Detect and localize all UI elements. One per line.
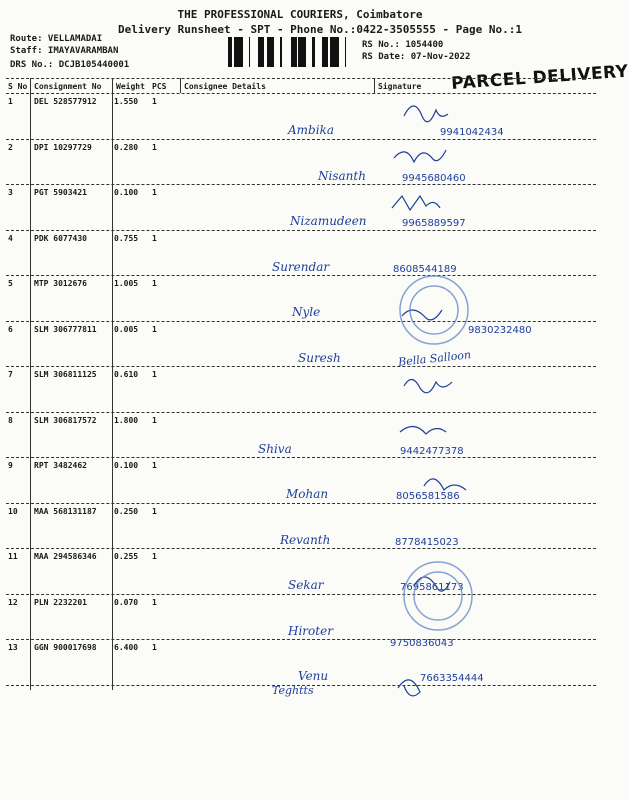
barcode-bar — [336, 37, 339, 67]
row-consignment-no: MTP 3012676 — [34, 279, 87, 288]
col-weight: Weight — [116, 82, 145, 91]
row-weight: 0.100 — [114, 188, 139, 197]
barcode-bar — [238, 37, 240, 67]
row-weight: 0.280 — [114, 142, 139, 152]
barcode-bar — [262, 37, 264, 67]
row-phone: 9830232480 — [468, 324, 532, 336]
row-consignment-no: DPI 10297729 — [34, 142, 92, 152]
document-subtitle: Delivery Runsheet - SPT - Phone No.:0422-3505555 - Page No.:1 — [118, 23, 522, 36]
row-phone: 9945680460 — [402, 172, 466, 184]
handwritten-note: Bella Salloon — [397, 348, 472, 369]
row-weight: 1.800 — [114, 415, 139, 425]
row-weight: 1.550 — [114, 97, 139, 106]
col-divider — [374, 78, 375, 93]
row-consignee-name: Nyle — [292, 305, 321, 319]
row-weight: 0.610 — [114, 370, 139, 379]
barcode-bar — [234, 37, 237, 67]
col-consignment: Consignment No — [34, 82, 102, 91]
col-divider — [180, 78, 181, 93]
seal-stamp — [410, 286, 458, 334]
barcode-bar — [334, 37, 336, 67]
barcode-bar — [261, 37, 262, 67]
row-consignee-name: Mohan — [286, 487, 329, 501]
barcode-bar — [304, 37, 306, 67]
row-pcs: 1 — [152, 142, 157, 152]
row-phone: 8778415023 — [395, 536, 459, 548]
signature-scribbles — [374, 96, 596, 696]
barcode-bar — [237, 37, 238, 67]
row-consignee-name: Ambika — [288, 123, 334, 137]
row-consignment-no: MAA 294586346 — [34, 552, 97, 561]
row-sno: 10 — [8, 506, 18, 516]
row-sno: 6 — [8, 324, 13, 334]
row-pcs: 1 — [152, 233, 157, 243]
row-consignment-no: PDK 6077430 — [34, 233, 87, 243]
row-consignment-no: SLM 306811125 — [34, 370, 97, 379]
document-title: THE PROFESSIONAL COURIERS, Coimbatore — [177, 8, 423, 21]
barcode-bar — [327, 37, 328, 67]
row-weight: 0.755 — [114, 233, 139, 243]
barcode-bar — [291, 37, 292, 67]
col-divider — [30, 78, 31, 690]
row-consignment-no: SLM 306817572 — [34, 415, 97, 425]
barcode-bar — [300, 37, 303, 67]
rs-date: RS Date: 07-Nov-2022 — [362, 52, 471, 62]
barcode-bar — [258, 37, 261, 67]
row-pcs: 1 — [152, 552, 157, 561]
row-pcs: 1 — [152, 370, 157, 379]
barcode-bar — [333, 37, 334, 67]
header-bottom-rule — [6, 93, 596, 94]
barcode-bar — [270, 37, 273, 67]
row-consignee-name: Suresh — [298, 350, 341, 365]
row-consignee-name: Revanth — [280, 532, 331, 547]
row-pcs: 1 — [152, 506, 157, 516]
row-consignee-name: Nisanth — [318, 168, 366, 183]
barcode-bar — [345, 37, 346, 67]
row-pcs: 1 — [152, 324, 157, 334]
staff-label: Staff: IMAYAVARAMBAN — [10, 46, 119, 56]
header-top-rule — [6, 78, 596, 79]
row-pcs: 1 — [152, 415, 157, 425]
row-pcs: 1 — [152, 188, 157, 197]
signature-mark — [402, 310, 442, 320]
row-sno: 7 — [8, 370, 13, 379]
barcode-bar — [294, 37, 297, 67]
row-phone: 7663354444 — [420, 673, 484, 684]
row-phone: 9941042434 — [440, 127, 504, 138]
signature-mark — [404, 106, 448, 122]
col-consignee: Consignee Details — [184, 82, 266, 91]
barcode-icon — [228, 37, 356, 67]
row-pcs: 1 — [152, 643, 157, 652]
row-consignee-name: Venu — [298, 669, 329, 683]
row-weight: 1.005 — [114, 279, 139, 288]
barcode-bar — [292, 37, 294, 67]
row-consignment-no: SLM 306777811 — [34, 324, 97, 334]
row-phone: 8056581586 — [396, 491, 460, 502]
barcode-bar — [303, 37, 304, 67]
row-consignment-no: GGN 900017698 — [34, 643, 97, 652]
row-consignment-no: PGT 5903421 — [34, 188, 87, 197]
signature-mark — [400, 426, 446, 434]
signature-mark — [398, 680, 420, 696]
signature-mark — [424, 479, 466, 490]
col-sno: S No — [8, 82, 28, 91]
signature-mark — [392, 196, 440, 210]
col-signature: Signature — [378, 82, 422, 91]
signature-mark — [414, 577, 450, 591]
handwritten-phone: 9750836043 — [390, 638, 454, 649]
row-sno: 8 — [8, 415, 13, 425]
row-pcs: 1 — [152, 97, 157, 106]
barcode-bar — [324, 37, 327, 67]
row-sno: 1 — [8, 97, 13, 106]
row-phone: 7695861173 — [400, 582, 464, 593]
row-consignment-no: MAA 568131187 — [34, 506, 97, 516]
barcode-bar — [280, 37, 282, 67]
col-pcs: PCS — [152, 82, 167, 91]
row-sno: 12 — [8, 597, 18, 607]
barcode-bar — [322, 37, 324, 67]
row-weight: 0.255 — [114, 552, 139, 561]
seal-stamp — [414, 572, 462, 620]
drs-number: DRS No.: DCJB105440001 — [10, 60, 130, 70]
row-sno: 9 — [8, 461, 13, 470]
row-sno: 11 — [8, 552, 18, 561]
rs-number: RS No.: 1054400 — [362, 40, 444, 50]
row-sno: 5 — [8, 279, 13, 288]
barcode-bar — [268, 37, 270, 67]
row-weight: 0.100 — [114, 461, 139, 470]
row-consignee-name: Shiva — [258, 441, 292, 456]
row-sno: 2 — [8, 142, 13, 152]
handwritten-name: Teghtts — [272, 684, 314, 697]
row-weight: 0.250 — [114, 506, 139, 516]
row-weight: 0.005 — [114, 324, 139, 334]
row-consignee-name: Nizamudeen — [290, 214, 367, 228]
barcode-bar — [249, 37, 250, 67]
signature-mark — [404, 379, 452, 392]
row-consignment-no: RPT 3482462 — [34, 461, 87, 470]
col-divider — [112, 78, 113, 690]
row-pcs: 1 — [152, 461, 157, 470]
row-phone: 9442477378 — [400, 445, 464, 457]
row-sno: 13 — [8, 643, 18, 652]
signature-mark — [394, 150, 446, 162]
row-consignee-name: Sekar — [288, 578, 324, 592]
barcode-bar — [267, 37, 268, 67]
barcode-bar — [298, 37, 300, 67]
barcode-bar — [273, 37, 274, 67]
barcode-bar — [312, 37, 315, 67]
row-phone: 8608544189 — [393, 263, 457, 275]
row-phone: 9965889597 — [402, 218, 466, 229]
parcel-delivery-stamp: PARCEL DELIVERY — [450, 61, 629, 94]
row-sno: 4 — [8, 233, 13, 243]
barcode-bar — [228, 37, 231, 67]
row-pcs: 1 — [152, 279, 157, 288]
row-pcs: 1 — [152, 597, 157, 607]
barcode-bar — [240, 37, 243, 67]
row-weight: 0.070 — [114, 597, 139, 607]
barcode-bar — [330, 37, 333, 67]
row-weight: 6.400 — [114, 643, 139, 652]
row-sno: 3 — [8, 188, 13, 197]
route-label: Route: VELLAMADAI — [10, 34, 103, 44]
row-consignment-no: DEL 528577912 — [34, 97, 97, 106]
barcode-bar — [231, 37, 232, 67]
row-consignee-name: Hiroter — [288, 623, 333, 638]
row-consignment-no: PLN 2232201 — [34, 597, 87, 607]
row-consignee-name: Surendar — [272, 259, 330, 274]
